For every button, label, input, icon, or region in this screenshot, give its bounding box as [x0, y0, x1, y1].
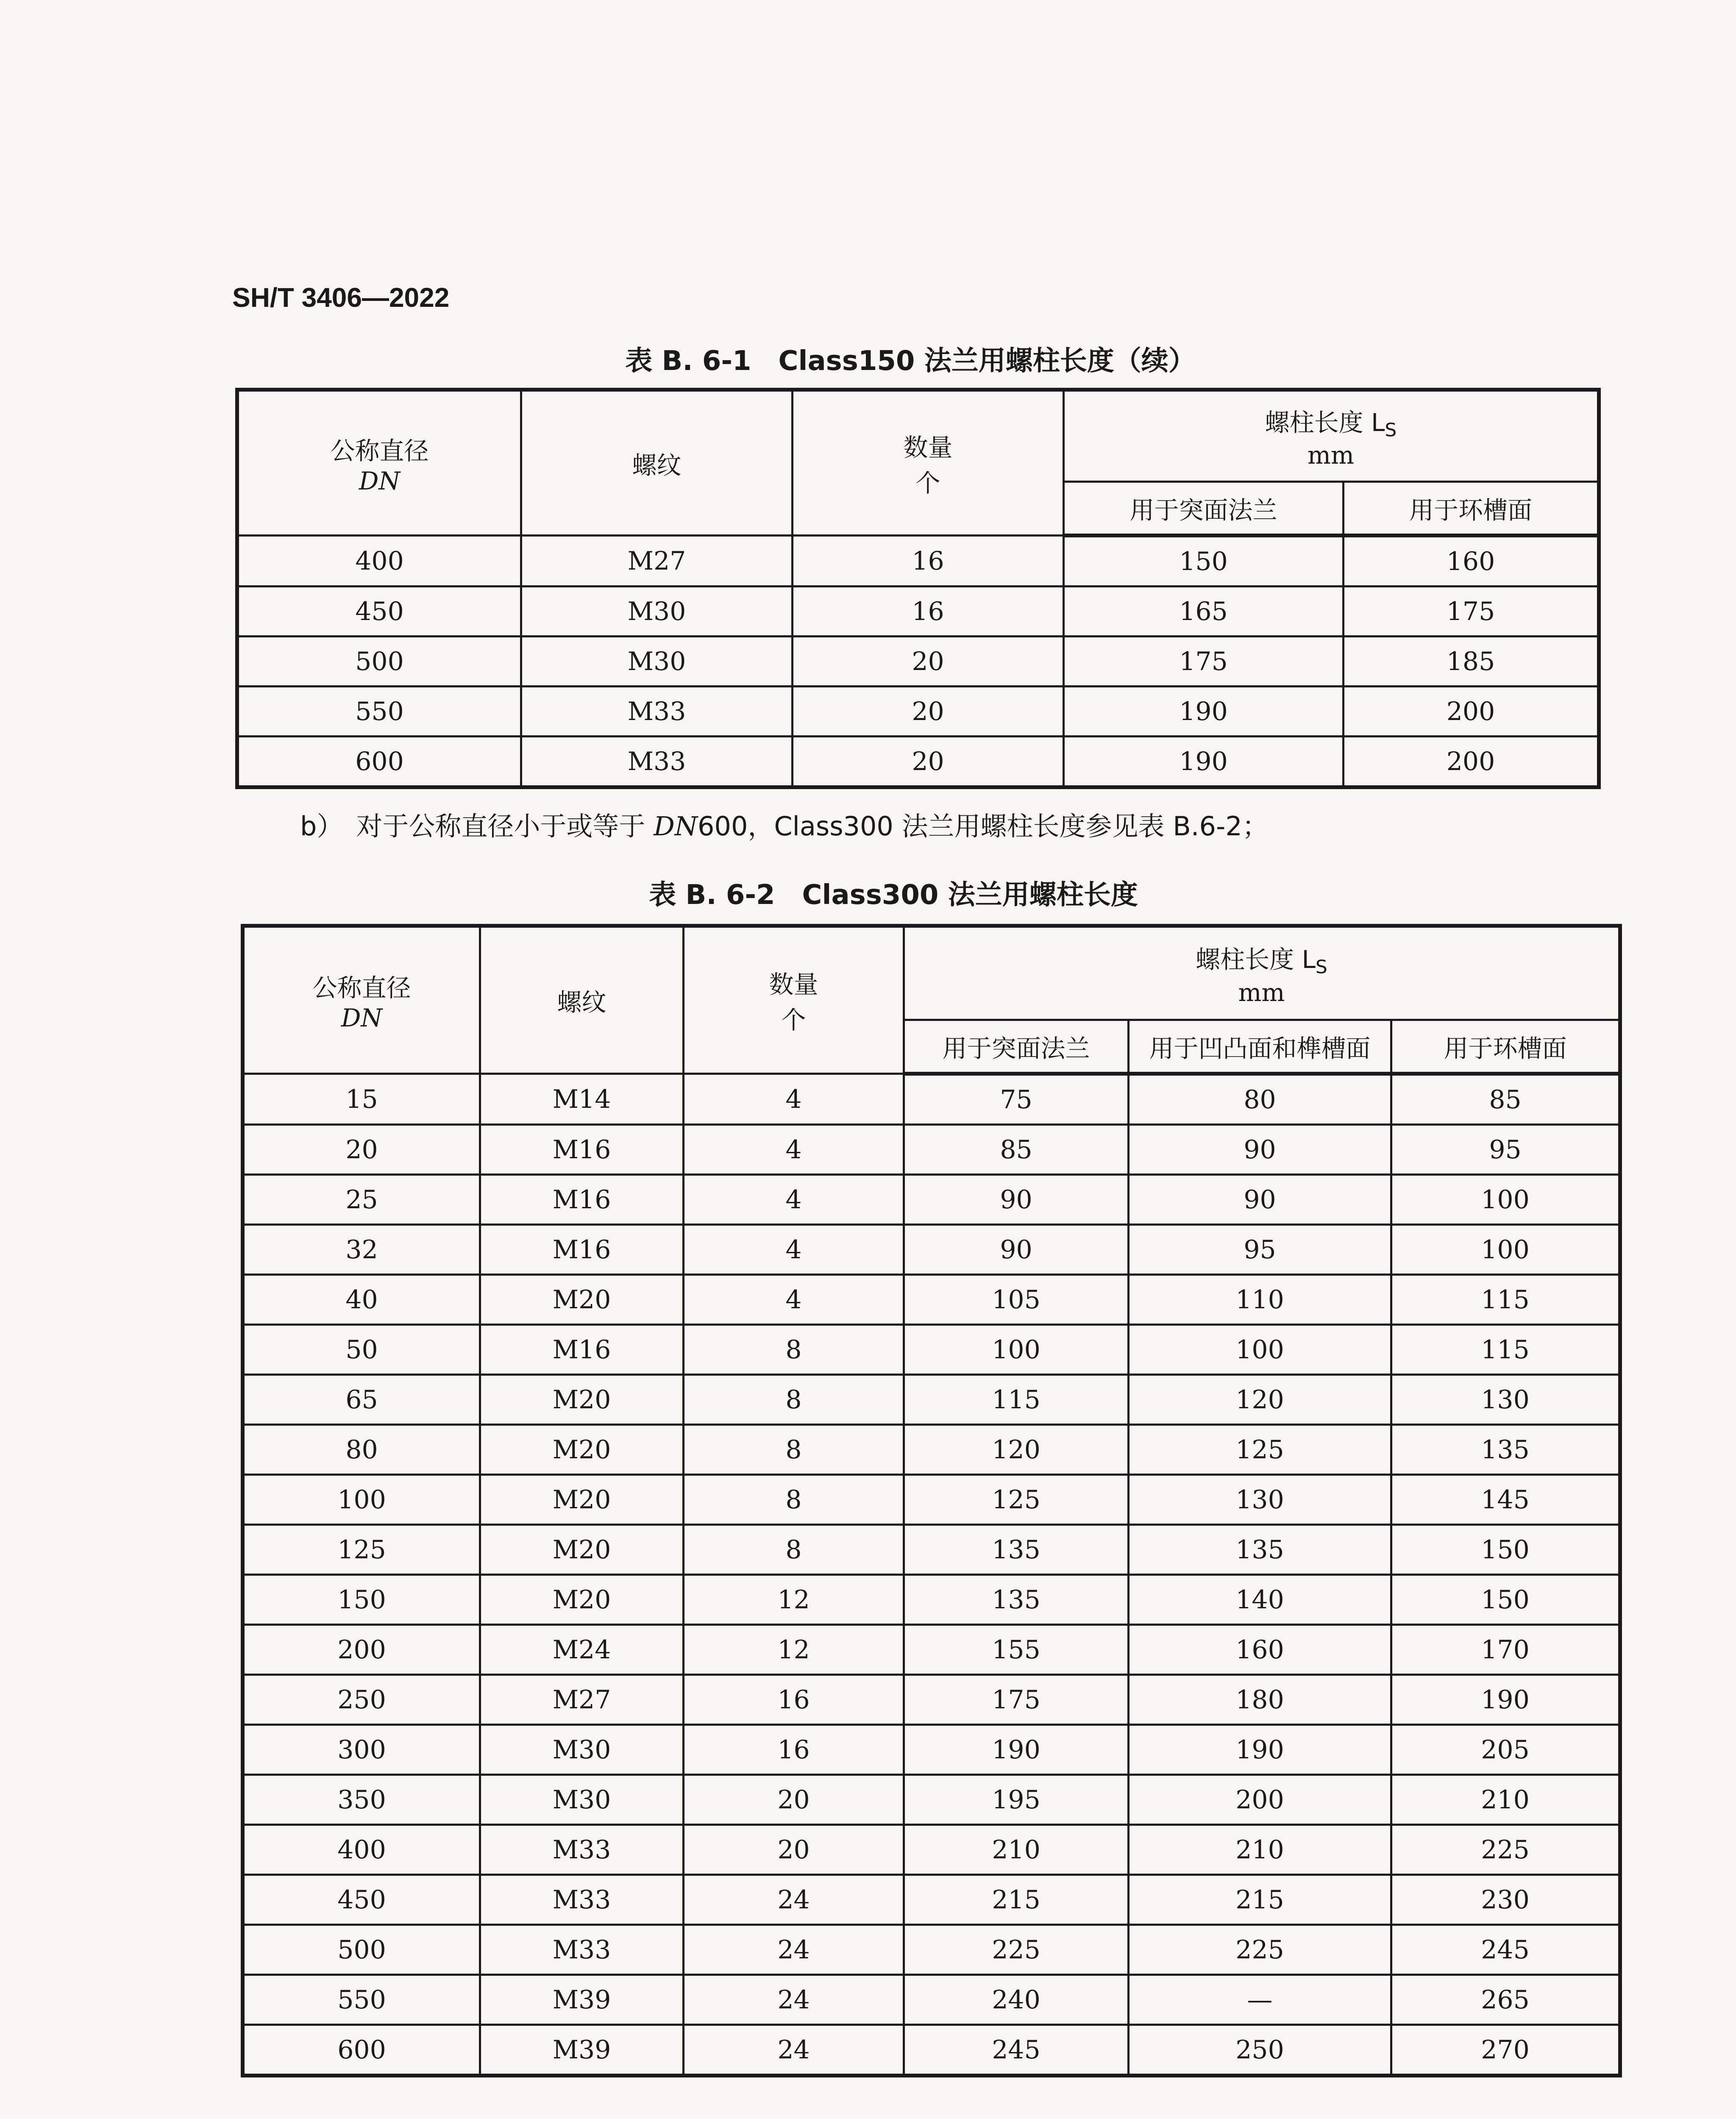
cell-qty: 4	[684, 1275, 904, 1325]
table-row	[237, 687, 1599, 737]
cell-qty: 24	[684, 2025, 904, 2076]
cell-dn: 500	[237, 637, 521, 687]
cell-thread: M20	[480, 1525, 684, 1575]
cell-length-a: 150	[1064, 536, 1344, 587]
cell-thread: M14	[480, 1074, 684, 1125]
cell-dn: 25	[243, 1175, 480, 1225]
cell-thread: M30	[480, 1725, 684, 1775]
cell-length-b: 120	[1129, 1375, 1391, 1425]
table-b6-2	[241, 924, 1622, 2077]
cell-length-c: 100	[1391, 1225, 1620, 1275]
cell-length-c: 225	[1391, 1825, 1620, 1875]
cell-length-c: 230	[1391, 1875, 1620, 1925]
table-row	[237, 587, 1599, 637]
cell-qty: 4	[684, 1125, 904, 1175]
cell-qty: 20	[684, 1775, 904, 1825]
cell-dn: 100	[243, 1475, 480, 1525]
cell-length-a: 115	[904, 1375, 1129, 1425]
cell-thread: M33	[480, 1825, 684, 1875]
cell-dn: 32	[243, 1225, 480, 1275]
cell-dn: 150	[243, 1575, 480, 1625]
cell-length-c: 205	[1391, 1725, 1620, 1775]
cell-qty: 20	[793, 687, 1064, 737]
cell-length-c: 150	[1391, 1525, 1620, 1575]
cell-length-b: 100	[1129, 1325, 1391, 1375]
cell-length-b: 175	[1344, 587, 1599, 637]
table-row	[243, 2025, 1620, 2076]
cell-thread: M33	[521, 737, 793, 787]
cell-length-a: 105	[904, 1275, 1129, 1325]
cell-thread: M39	[480, 2025, 684, 2076]
cell-length-a: 120	[904, 1425, 1129, 1475]
header-ring-joint: 用于环槽面	[1391, 1020, 1620, 1074]
table-row	[243, 1225, 1620, 1275]
cell-length-c: 135	[1391, 1425, 1620, 1475]
standard-code: SH/T 3406—2022	[232, 282, 450, 313]
cell-qty: 4	[684, 1175, 904, 1225]
cell-thread: M20	[480, 1475, 684, 1525]
cell-qty: 12	[684, 1575, 904, 1625]
cell-dn: 600	[237, 737, 521, 787]
cell-thread: M30	[521, 587, 793, 637]
table-row	[243, 1775, 1620, 1825]
cell-length-a: 190	[904, 1725, 1129, 1775]
table-row	[237, 536, 1599, 587]
cell-thread: M27	[480, 1675, 684, 1725]
table-b6-1-title: 表 B. 6-1 Class150 法兰用螺柱长度（续）	[625, 345, 1196, 377]
cell-length-c: 130	[1391, 1375, 1620, 1425]
cell-length-b: 135	[1129, 1525, 1391, 1575]
cell-dn: 20	[243, 1125, 480, 1175]
cell-dn: 500	[243, 1925, 480, 1975]
cell-qty: 20	[793, 637, 1064, 687]
table-row	[243, 1725, 1620, 1775]
cell-qty: 16	[793, 536, 1064, 587]
cell-length-b: 185	[1344, 637, 1599, 687]
header-thread: 螺纹	[480, 926, 684, 1074]
cell-length-c: 115	[1391, 1325, 1620, 1375]
cell-length-c: 245	[1391, 1925, 1620, 1975]
table-row	[243, 1175, 1620, 1225]
cell-length-b: 160	[1129, 1625, 1391, 1675]
table-row	[243, 1475, 1620, 1525]
cell-length-b: 80	[1129, 1074, 1391, 1125]
cell-length-a: 215	[904, 1875, 1129, 1925]
table-row	[243, 1125, 1620, 1175]
cell-thread: M16	[480, 1225, 684, 1275]
cell-dn: 600	[243, 2025, 480, 2076]
cell-dn: 400	[237, 536, 521, 587]
header-raised-face: 用于突面法兰	[904, 1020, 1129, 1074]
cell-thread: M16	[480, 1125, 684, 1175]
cell-thread: M33	[480, 1925, 684, 1975]
cell-length-a: 175	[1064, 637, 1344, 687]
cell-length-a: 135	[904, 1575, 1129, 1625]
cell-dn: 250	[243, 1675, 480, 1725]
cell-qty: 8	[684, 1375, 904, 1425]
cell-dn: 400	[243, 1825, 480, 1875]
cell-qty: 8	[684, 1475, 904, 1525]
table-row	[243, 1074, 1620, 1125]
cell-thread: M20	[480, 1375, 684, 1425]
header-quantity: 数量 个	[684, 926, 904, 1074]
cell-length-b: 225	[1129, 1925, 1391, 1975]
cell-thread: M27	[521, 536, 793, 587]
cell-length-c: 170	[1391, 1625, 1620, 1675]
header-quantity: 数量 个	[793, 390, 1064, 536]
cell-length-a: 175	[904, 1675, 1129, 1725]
cell-length-a: 100	[904, 1325, 1129, 1375]
cell-length-a: 85	[904, 1125, 1129, 1175]
cell-length-c: 210	[1391, 1775, 1620, 1825]
cell-length-b: 160	[1344, 536, 1599, 587]
cell-length-a: 245	[904, 2025, 1129, 2076]
cell-length-c: 100	[1391, 1175, 1620, 1225]
header-nominal-diameter: 公称直径 DN	[237, 390, 521, 536]
cell-dn: 50	[243, 1325, 480, 1375]
cell-length-a: 190	[1064, 687, 1344, 737]
table-b6-2-title: 表 B. 6-2 Class300 法兰用螺柱长度	[649, 879, 1138, 911]
cell-length-a: 125	[904, 1475, 1129, 1525]
cell-length-c: 145	[1391, 1475, 1620, 1525]
cell-qty: 8	[684, 1325, 904, 1375]
cell-length-c: 270	[1391, 2025, 1620, 2076]
cell-length-b: 200	[1344, 687, 1599, 737]
header-bolt-length: 螺柱长度 $L_S$ mm	[1064, 390, 1599, 482]
cell-dn: 550	[237, 687, 521, 737]
cell-length-b: 95	[1129, 1225, 1391, 1275]
cell-dn: 350	[243, 1775, 480, 1825]
cell-length-a: 135	[904, 1525, 1129, 1575]
cell-length-a: 90	[904, 1225, 1129, 1275]
cell-length-b: 250	[1129, 2025, 1391, 2076]
cell-qty: 12	[684, 1625, 904, 1675]
cell-qty: 24	[684, 1875, 904, 1925]
cell-qty: 4	[684, 1074, 904, 1125]
cell-length-a: 90	[904, 1175, 1129, 1225]
cell-dn: 15	[243, 1074, 480, 1125]
cell-length-c: 85	[1391, 1074, 1620, 1125]
cell-dn: 300	[243, 1725, 480, 1775]
table-row	[243, 1375, 1620, 1425]
cell-qty: 8	[684, 1525, 904, 1575]
cell-thread: M20	[480, 1275, 684, 1325]
table-row	[243, 1575, 1620, 1625]
cell-length-c: 190	[1391, 1675, 1620, 1725]
cell-length-b: 110	[1129, 1275, 1391, 1325]
cell-qty: 20	[793, 737, 1064, 787]
header-tongue-groove: 用于凹凸面和榫槽面	[1129, 1020, 1391, 1074]
cell-thread: M30	[480, 1775, 684, 1825]
cell-thread: M16	[480, 1325, 684, 1375]
cell-qty: 24	[684, 1925, 904, 1975]
cell-thread: M33	[480, 1875, 684, 1925]
cell-length-b: —	[1129, 1975, 1391, 2025]
table-row	[243, 1525, 1620, 1575]
cell-dn: 40	[243, 1275, 480, 1325]
cell-length-a: 155	[904, 1625, 1129, 1675]
table-row	[243, 1325, 1620, 1375]
cell-qty: 4	[684, 1225, 904, 1275]
cell-length-a: 240	[904, 1975, 1129, 2025]
table-row	[243, 1425, 1620, 1475]
table-row	[243, 1275, 1620, 1325]
cell-length-a: 210	[904, 1825, 1129, 1875]
cell-length-a: 225	[904, 1925, 1129, 1975]
table-row	[243, 1675, 1620, 1725]
cell-length-b: 140	[1129, 1575, 1391, 1625]
cell-length-c: 265	[1391, 1975, 1620, 2025]
cell-qty: 16	[793, 587, 1064, 637]
cell-length-b: 215	[1129, 1875, 1391, 1925]
table-row	[243, 1975, 1620, 2025]
cell-qty: 16	[684, 1675, 904, 1725]
header-raised-face: 用于突面法兰	[1064, 482, 1344, 536]
cell-qty: 16	[684, 1725, 904, 1775]
cell-length-c: 115	[1391, 1275, 1620, 1325]
cell-dn: 125	[243, 1525, 480, 1575]
cell-thread: M16	[480, 1175, 684, 1225]
note-b: b） 对于公称直径小于或等于 DN600，Class300 法兰用螺柱长度参见表 B.6-2；	[300, 811, 1269, 842]
cell-length-c: 95	[1391, 1125, 1620, 1175]
cell-length-a: 165	[1064, 587, 1344, 637]
cell-thread: M24	[480, 1625, 684, 1675]
cell-length-b: 200	[1344, 737, 1599, 787]
header-nominal-diameter: 公称直径 DN	[243, 926, 480, 1074]
cell-thread: M20	[480, 1425, 684, 1475]
cell-thread: M20	[480, 1575, 684, 1625]
cell-length-b: 90	[1129, 1175, 1391, 1225]
table-row	[243, 1925, 1620, 1975]
header-bolt-length: 螺柱长度 $L_S$ mm	[904, 926, 1620, 1020]
cell-dn: 450	[243, 1875, 480, 1925]
header-thread: 螺纹	[521, 390, 793, 536]
table-row	[237, 637, 1599, 687]
cell-thread: M39	[480, 1975, 684, 2025]
cell-length-b: 210	[1129, 1825, 1391, 1875]
cell-length-b: 130	[1129, 1475, 1391, 1525]
table-row	[243, 1625, 1620, 1675]
cell-dn: 200	[243, 1625, 480, 1675]
cell-length-b: 190	[1129, 1725, 1391, 1775]
cell-qty: 20	[684, 1825, 904, 1875]
cell-thread: M33	[521, 687, 793, 737]
cell-length-a: 75	[904, 1074, 1129, 1125]
cell-qty: 8	[684, 1425, 904, 1475]
cell-qty: 24	[684, 1975, 904, 2025]
cell-length-b: 200	[1129, 1775, 1391, 1825]
cell-length-b: 180	[1129, 1675, 1391, 1725]
cell-length-a: 190	[1064, 737, 1344, 787]
cell-dn: 80	[243, 1425, 480, 1475]
table-b6-1	[235, 388, 1601, 789]
cell-thread: M30	[521, 637, 793, 687]
cell-dn: 450	[237, 587, 521, 637]
cell-length-c: 150	[1391, 1575, 1620, 1625]
table-row	[237, 737, 1599, 787]
table-row	[243, 1875, 1620, 1925]
table-row	[243, 1825, 1620, 1875]
cell-length-b: 125	[1129, 1425, 1391, 1475]
cell-dn: 65	[243, 1375, 480, 1425]
cell-dn: 550	[243, 1975, 480, 2025]
cell-length-a: 195	[904, 1775, 1129, 1825]
cell-length-b: 90	[1129, 1125, 1391, 1175]
header-ring-joint: 用于环槽面	[1344, 482, 1599, 536]
